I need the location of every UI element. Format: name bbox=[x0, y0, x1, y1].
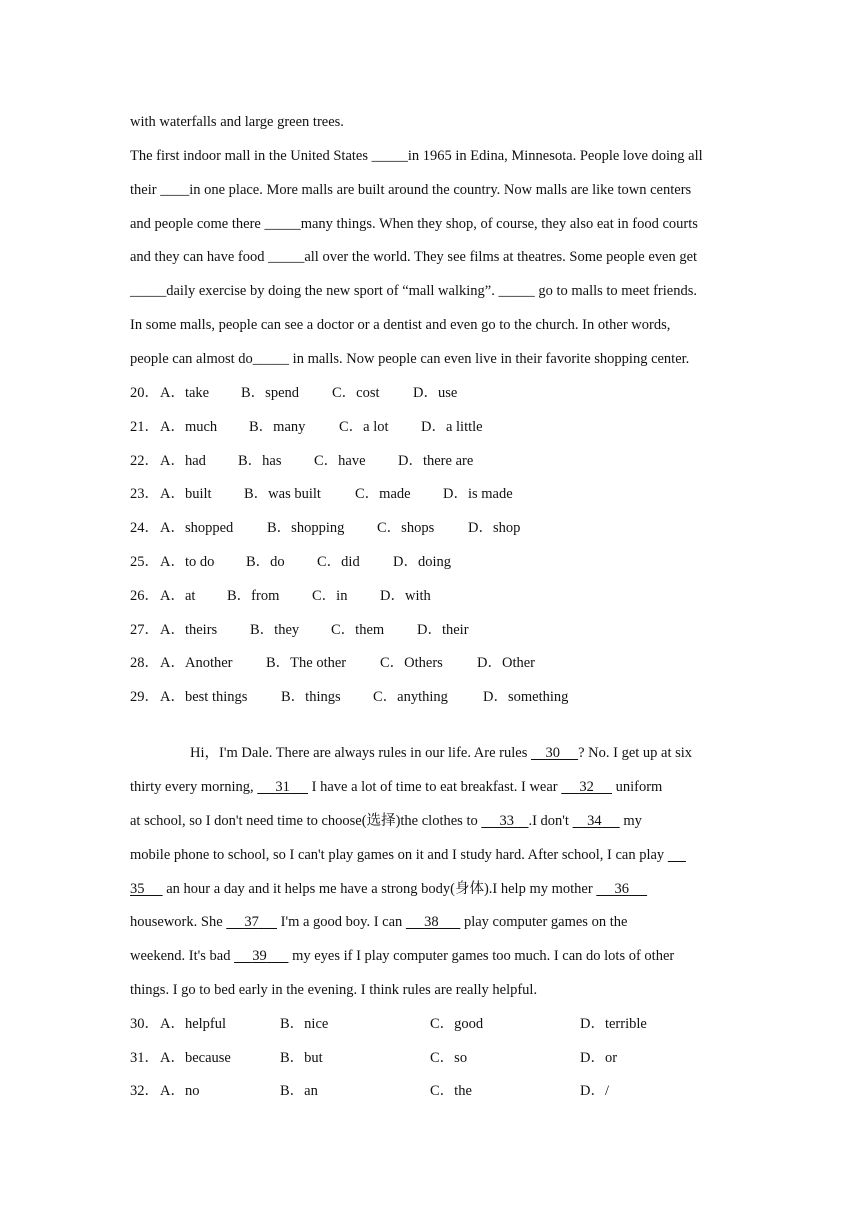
text-segment: ? No. I get up at six bbox=[578, 745, 693, 761]
option-d: D．there are bbox=[398, 453, 474, 469]
text-segment: my bbox=[619, 813, 642, 829]
option-b: B．an bbox=[280, 1083, 318, 1099]
option-a: A．no bbox=[160, 1083, 200, 1099]
option-b: B．things bbox=[281, 689, 341, 705]
passage-line bbox=[130, 981, 537, 999]
passage-line: their ____in one place. More malls are built around the country. Now malls are like town centers bbox=[130, 182, 692, 198]
option-a: A．Another bbox=[160, 655, 233, 671]
option-a: A．take bbox=[160, 385, 210, 401]
question-number: 31． bbox=[130, 1050, 159, 1066]
option-d: D．doing bbox=[393, 554, 451, 570]
question-number: 24． bbox=[130, 520, 159, 536]
option-a: A．much bbox=[160, 419, 218, 435]
blank-number: 38 bbox=[424, 914, 439, 930]
option-c: C．did bbox=[317, 554, 360, 570]
text-segment: .I don't bbox=[528, 813, 573, 829]
blank-number: 31 bbox=[275, 779, 290, 795]
passage-line bbox=[190, 744, 692, 762]
question-number: 26． bbox=[130, 588, 159, 604]
option-a: A．helpful bbox=[160, 1016, 227, 1032]
option-d: D．shop bbox=[468, 520, 521, 536]
passage-line bbox=[130, 947, 674, 965]
blank bbox=[234, 948, 288, 964]
option-b: B．nice bbox=[280, 1016, 329, 1032]
option-b: B．do bbox=[246, 554, 285, 570]
option-d: D．their bbox=[417, 622, 469, 638]
passage-line bbox=[130, 812, 642, 830]
option-c: C．cost bbox=[332, 385, 380, 401]
blank bbox=[668, 847, 686, 863]
passage-line: with waterfalls and large green trees. bbox=[130, 114, 344, 130]
blank bbox=[130, 881, 163, 897]
option-c: C．good bbox=[430, 1016, 484, 1032]
blank bbox=[406, 914, 460, 930]
question-number: 25． bbox=[130, 554, 159, 570]
option-a: A．theirs bbox=[160, 622, 218, 638]
blank bbox=[531, 745, 578, 761]
passage-line: In some malls, people can see a doctor or a dentist and even go to the church. In other words, bbox=[130, 317, 671, 333]
passage-line bbox=[130, 778, 662, 796]
text-segment: thirty every morning, bbox=[130, 779, 258, 795]
passage-line bbox=[130, 880, 647, 898]
blank bbox=[257, 779, 308, 795]
option-c: C．so bbox=[430, 1050, 468, 1066]
blank-number: 34 bbox=[587, 813, 602, 829]
text-segment: weekend. It's bad bbox=[130, 948, 235, 964]
option-a: A．built bbox=[160, 486, 212, 502]
blank-number: 35 bbox=[130, 881, 145, 897]
option-c: C．have bbox=[314, 453, 366, 469]
text-segment: an hour a day and it helps me have a strong body(身体).I help my mother bbox=[162, 881, 597, 897]
text-segment: play computer games on the bbox=[460, 914, 628, 930]
option-c: C．shops bbox=[377, 520, 435, 536]
blank bbox=[573, 813, 620, 829]
blank bbox=[596, 881, 647, 897]
text-segment: housework. She bbox=[130, 914, 227, 930]
text-segment: things. I go to bed early in the evening. I think rules are really helpful. bbox=[130, 982, 538, 998]
option-a: A．shopped bbox=[160, 520, 234, 536]
passage-line: The first indoor mall in the United States _____in 1965 in Edina, Minnesota. People love doing all bbox=[130, 148, 703, 164]
option-c: C．anything bbox=[373, 689, 448, 705]
text-segment: at school, so I don't need time to choose(选择)the clothes to bbox=[130, 813, 482, 829]
option-a: A．to do bbox=[160, 554, 215, 570]
option-d: D．something bbox=[483, 689, 569, 705]
option-a: A．best things bbox=[160, 689, 248, 705]
option-c: C．in bbox=[312, 588, 348, 604]
option-b: B．shopping bbox=[267, 520, 345, 536]
passage-line: and they can have food _____all over the world. They see films at theatres. Some people even get bbox=[130, 249, 698, 265]
option-b: B．but bbox=[280, 1050, 323, 1066]
text-segment: mobile phone to school, so I can't play games on it and I study hard. After school, I can play bbox=[130, 847, 668, 863]
passage-line: people can almost do_____ in malls. Now people can even live in their favorite shopping center. bbox=[130, 351, 690, 367]
text-segment: I have a lot of time to eat breakfast. I wear bbox=[308, 779, 562, 795]
question-number: 27． bbox=[130, 622, 159, 638]
option-d: D．/ bbox=[580, 1083, 609, 1099]
option-b: B．was built bbox=[244, 486, 321, 502]
blank bbox=[561, 779, 612, 795]
option-b: B．has bbox=[238, 453, 282, 469]
option-d: D．is made bbox=[443, 486, 513, 502]
option-b: B．they bbox=[250, 622, 300, 638]
passage-line: _____daily exercise by doing the new sport of “mall walking”. _____ go to malls to meet friends. bbox=[130, 283, 697, 299]
option-c: C．them bbox=[331, 622, 385, 638]
question-number: 20． bbox=[130, 385, 159, 401]
option-d: D．with bbox=[380, 588, 431, 604]
passage-line: and people come there _____many things. When they shop, of course, they also eat in food courts bbox=[130, 216, 698, 232]
option-d: D．Other bbox=[477, 655, 535, 671]
question-number: 30． bbox=[130, 1016, 159, 1032]
option-a: A．at bbox=[160, 588, 196, 604]
option-d: D．a little bbox=[421, 419, 483, 435]
option-b: B．spend bbox=[241, 385, 299, 401]
question-number: 32． bbox=[130, 1083, 159, 1099]
text-segment: uniform bbox=[612, 779, 663, 795]
question-number: 23． bbox=[130, 486, 159, 502]
blank-number: 32 bbox=[579, 779, 594, 795]
question-number: 22． bbox=[130, 453, 159, 469]
text-segment: I'm a good boy. I can bbox=[277, 914, 406, 930]
question-number: 21． bbox=[130, 419, 159, 435]
blank bbox=[226, 914, 277, 930]
blank-number: 37 bbox=[244, 914, 259, 930]
option-b: B．from bbox=[227, 588, 280, 604]
passage-line bbox=[130, 846, 686, 864]
blank-number: 36 bbox=[614, 881, 629, 897]
option-c: C．a lot bbox=[339, 419, 389, 435]
option-c: C．the bbox=[430, 1083, 472, 1099]
option-a: A．because bbox=[160, 1050, 231, 1066]
option-d: D．use bbox=[413, 385, 458, 401]
option-c: C．Others bbox=[380, 655, 443, 671]
option-c: C．made bbox=[355, 486, 411, 502]
question-number: 29． bbox=[130, 689, 159, 705]
question-number: 28． bbox=[130, 655, 159, 671]
blank-number: 33 bbox=[499, 813, 514, 829]
text-segment: my eyes if I play computer games too much. I can do lots of other bbox=[288, 948, 675, 964]
option-b: B．many bbox=[249, 419, 306, 435]
text-segment: Hi，I'm Dale. There are always rules in our life. Are rules bbox=[190, 745, 531, 761]
blank bbox=[481, 813, 528, 829]
blank-number: 30 bbox=[545, 745, 560, 761]
passage-line bbox=[130, 913, 627, 931]
option-b: B．The other bbox=[266, 655, 347, 671]
blank-number: 39 bbox=[252, 948, 267, 964]
option-d: D．terrible bbox=[580, 1016, 647, 1032]
option-d: D．or bbox=[580, 1050, 618, 1066]
option-a: A．had bbox=[160, 453, 206, 469]
